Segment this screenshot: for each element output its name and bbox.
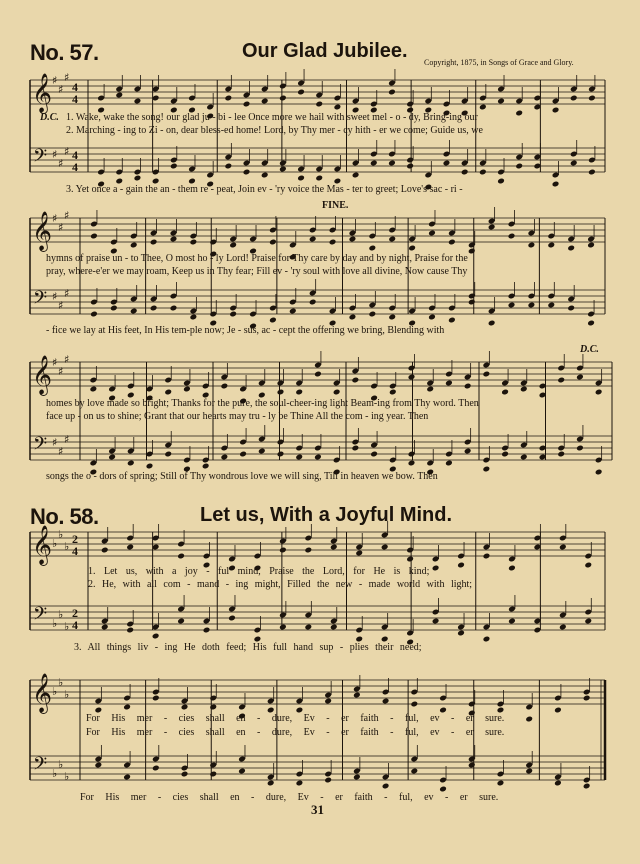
note-head: [164, 451, 172, 458]
note-head: [497, 98, 505, 105]
flat-icon: ♭: [58, 758, 64, 771]
note-head: [448, 317, 456, 324]
note-head: [583, 783, 591, 790]
note-head: [428, 314, 436, 321]
sharp-icon: ♯: [58, 221, 64, 234]
note-head: [468, 299, 476, 306]
note-head: [315, 101, 323, 108]
note-head: [209, 771, 217, 778]
verse-3-line-2: - fice we lay at His feet, In His tem-ple now; Je - sus, ac - cept the offering we bring, Blending with: [46, 325, 445, 336]
note-head: [90, 386, 98, 393]
flat-icon: ♭: [64, 620, 70, 633]
treble-clef-icon: 𝄞: [32, 355, 53, 395]
note-head: [368, 245, 376, 252]
note-head: [408, 460, 416, 467]
verse-2-line-1: 2. Marching - ing to Zi - on, dear bless-ed home! Lord, by Thy mer - cy hith - er we come; Guide us, we: [66, 125, 483, 136]
note-head: [353, 774, 361, 781]
note-head: [123, 774, 131, 781]
verse-1-line-2: For His mer - cies shall en - dure, Ev - er faith - ful, ev - er sure.: [86, 713, 505, 724]
note-head: [190, 239, 198, 246]
note-head: [261, 98, 269, 105]
sharp-icon: ♯: [64, 209, 70, 222]
note-head: [315, 175, 323, 182]
note-head: [170, 236, 178, 243]
note-head: [314, 371, 322, 378]
sharp-icon: ♯: [64, 145, 70, 158]
note-head: [164, 389, 172, 396]
note-head: [559, 544, 567, 551]
note-head: [209, 704, 217, 711]
note-head: [370, 451, 378, 458]
note-head: [297, 89, 305, 96]
bass-clef-icon: 𝄢: [33, 146, 48, 171]
note-head: [181, 704, 189, 711]
note-head: [152, 633, 160, 640]
note-head: [501, 451, 509, 458]
sharp-icon: ♯: [52, 436, 58, 449]
note-head: [181, 771, 189, 778]
time-signature-top: 2: [72, 532, 78, 546]
note-head: [269, 317, 277, 324]
note-head: [483, 553, 491, 560]
note-head: [406, 163, 414, 170]
note-head: [479, 104, 487, 111]
note-head: [134, 98, 142, 105]
note-head: [279, 95, 287, 102]
note-head: [324, 777, 332, 784]
note-head: [329, 239, 337, 246]
note-head: [595, 389, 603, 396]
note-head: [279, 624, 287, 631]
note-head: [170, 305, 178, 312]
sharp-icon: ♯: [64, 353, 70, 366]
note-head: [559, 624, 567, 631]
note-head: [115, 92, 123, 99]
note-head: [382, 698, 390, 705]
note-head: [267, 780, 275, 787]
note-head: [588, 95, 596, 102]
note-head: [528, 242, 536, 249]
note-head: [528, 302, 536, 309]
note-head: [101, 547, 109, 554]
note-head: [296, 780, 304, 787]
verse-3-line-1: 3. All things liv - ing He doth feed; His full hand sup - plies their need;: [74, 642, 422, 653]
note-head: [497, 780, 505, 787]
note-head: [228, 615, 236, 622]
note-head: [229, 242, 237, 249]
note-head: [525, 768, 533, 775]
note-head: [134, 175, 142, 182]
note-head: [243, 101, 251, 108]
note-head: [583, 695, 591, 702]
sharp-icon: ♯: [64, 71, 70, 84]
treble-clef-icon: 𝄞: [32, 525, 53, 565]
note-head: [279, 166, 287, 173]
note-head: [202, 463, 210, 470]
note-head: [567, 305, 575, 312]
note-head: [295, 454, 303, 461]
flat-icon: ♭: [64, 688, 70, 701]
note-head: [588, 169, 596, 176]
flat-icon: ♭: [64, 540, 70, 553]
note-head: [90, 311, 98, 318]
note-head: [203, 627, 211, 634]
note-head: [297, 175, 305, 182]
note-head: [279, 547, 287, 554]
note-head: [277, 451, 285, 458]
note-head: [238, 768, 246, 775]
verse-1-line-1: 1. Wake, wake the song! our glad ju - bi - lee Once more we hail with sweet mel - o - dy, Bring-ing our: [66, 112, 478, 123]
note-head: [190, 314, 198, 321]
note-head: [349, 314, 357, 321]
note-head: [239, 451, 247, 458]
note-head: [130, 308, 138, 315]
note-head: [127, 460, 135, 467]
fine-label: FINE.: [322, 200, 349, 211]
note-head: [443, 160, 451, 167]
note-head: [508, 618, 516, 625]
note-head: [352, 172, 360, 179]
note-head: [557, 451, 565, 458]
note-head: [501, 389, 509, 396]
copyright-notice: Copyright, 1875, in Songs of Grace and Glory.: [424, 58, 574, 67]
note-head: [389, 389, 397, 396]
note-head: [110, 305, 118, 312]
note-head: [388, 160, 396, 167]
time-signature-bottom: 4: [72, 618, 78, 632]
note-head: [221, 383, 229, 390]
flat-icon: ♭: [52, 537, 58, 550]
note-head: [330, 544, 338, 551]
note-head: [408, 374, 416, 381]
note-head: [261, 172, 269, 179]
note-head: [468, 762, 476, 769]
flat-icon: ♭: [52, 767, 58, 780]
note-head: [445, 380, 453, 387]
note-head: [330, 624, 338, 631]
sharp-icon: ♯: [52, 212, 58, 225]
note-head: [381, 544, 389, 551]
note-head: [225, 163, 233, 170]
note-head: [584, 618, 592, 625]
time-signature-top: 2: [72, 606, 78, 620]
note-head: [464, 383, 472, 390]
hymn-title: Let us, With a Joyful Mind.: [200, 504, 453, 526]
note-head: [370, 160, 378, 167]
hymn-title: Our Glad Jubilee.: [242, 40, 408, 62]
time-signature-top: 4: [72, 80, 78, 94]
verse-2-line-3: face up - on us to shine; Grant that our hearts may tru - ly be Thine All the com - ing year. Then: [46, 411, 429, 422]
sharp-icon: ♯: [52, 356, 58, 369]
sharp-icon: ♯: [58, 83, 64, 96]
note-head: [150, 305, 158, 312]
note-head: [229, 311, 237, 318]
note-head: [126, 627, 134, 634]
note-head: [258, 448, 266, 455]
flat-icon: ♭: [64, 770, 70, 783]
note-head: [243, 169, 251, 176]
page-number: 31: [311, 802, 324, 817]
time-signature-top: 4: [72, 148, 78, 162]
note-head: [123, 704, 131, 711]
note-head: [570, 160, 578, 167]
note-head: [355, 550, 363, 557]
note-head: [410, 701, 418, 708]
note-head: [554, 780, 562, 787]
note-head: [587, 242, 595, 249]
note-head: [508, 302, 516, 309]
note-head: [108, 454, 116, 461]
treble-clef-icon: 𝄞: [32, 211, 53, 251]
note-head: [309, 299, 317, 306]
note-head: [445, 460, 453, 467]
sharp-icon: ♯: [64, 287, 70, 300]
note-head: [508, 233, 516, 240]
sharp-icon: ♯: [58, 299, 64, 312]
note-head: [95, 762, 103, 769]
verse-2-line-2: pray, where-e'er we may roam, Keep us in Thy fear; Fill ev - 'ry soul with love all divine, Now cause Thy: [46, 266, 468, 277]
note-head: [314, 454, 322, 461]
verse-2-line-2: For His mer - cies shall en - dure, Ev - er faith - ful, ev - er sure.: [86, 727, 505, 738]
verse-3-line-1: 3. Yet once a - gain the an - them re - peat, Join ev - 'ry voice the Mas - ter to greet; Love's sac - ri -: [66, 184, 463, 195]
bass-clef-icon: 𝄢: [33, 604, 48, 629]
note-head: [448, 239, 456, 246]
note-head: [170, 163, 178, 170]
note-head: [382, 783, 390, 790]
note-head: [349, 236, 357, 243]
note-head: [567, 245, 575, 252]
hymn-number: No. 58.: [30, 504, 99, 529]
note-head: [515, 163, 523, 170]
note-head: [410, 768, 418, 775]
treble-clef-icon: 𝄞: [32, 73, 53, 113]
note-head: [150, 239, 158, 246]
note-head: [90, 233, 98, 240]
note-head: [576, 374, 584, 381]
flat-icon: ♭: [58, 528, 64, 541]
note-head: [277, 389, 285, 396]
note-head: [426, 386, 434, 393]
note-head: [334, 104, 342, 111]
note-head: [432, 618, 440, 625]
note-head: [368, 311, 376, 318]
flat-icon: ♭: [52, 617, 58, 630]
note-head: [146, 463, 154, 470]
note-head: [547, 242, 555, 249]
time-signature-bottom: 4: [72, 92, 78, 106]
verse-1-line-1: 1. Let us, with a joy - ful mind, Praise the Lord, for He is kind;: [88, 566, 430, 577]
verse-3-line-2: For His mer - cies shall en - dure, Ev - er faith - ful, ev - er sure.: [80, 792, 499, 803]
verse-3-line-3: songs the o - dors of spring; Still of Thy wondrous love we will sing, Till in heaven we bow. Then: [46, 471, 438, 482]
note-head: [304, 547, 312, 554]
note-head: [576, 445, 584, 452]
flat-icon: ♭: [52, 685, 58, 698]
sharp-icon: ♯: [58, 157, 64, 170]
note-head: [101, 624, 109, 631]
bass-clef-icon: 𝄢: [33, 754, 48, 779]
verse-1-line-2: hymns of praise un - to Thee, O most ho - ly Lord! Praise for Thy care by day and by night, Praise for the: [46, 253, 468, 264]
note-head: [289, 308, 297, 315]
note-head: [309, 236, 317, 243]
hymn-number: No. 57.: [30, 40, 99, 65]
treble-clef-icon: 𝄞: [32, 673, 53, 713]
sharp-icon: ♯: [52, 148, 58, 161]
note-head: [304, 624, 312, 631]
verse-1-line-3: homes by love made so bright; Thanks for the pure, the soul-cheer-ing light Beam-ing from Thy word. Then: [46, 398, 479, 409]
note-head: [388, 314, 396, 321]
note-head: [520, 386, 528, 393]
note-head: [388, 236, 396, 243]
note-head: [457, 630, 465, 637]
sharp-icon: ♯: [52, 290, 58, 303]
bass-clef-icon: 𝄢: [33, 288, 48, 313]
note-head: [177, 553, 185, 560]
bass-clef-icon: 𝄢: [33, 434, 48, 459]
sharp-icon: ♯: [58, 365, 64, 378]
note-head: [269, 239, 277, 246]
time-signature-bottom: 4: [72, 160, 78, 174]
note-head: [152, 695, 160, 702]
note-head: [221, 454, 229, 461]
note-head: [225, 95, 233, 102]
verse-2-line-1: 2. He, with all com - mand - ing might, Filled the new - made world with light;: [88, 579, 473, 590]
note-head: [479, 169, 487, 176]
note-head: [183, 386, 191, 393]
note-head: [428, 230, 436, 237]
note-head: [152, 765, 160, 772]
note-head: [353, 692, 361, 699]
note-head: [352, 377, 360, 384]
note-head: [352, 445, 360, 452]
note-head: [557, 377, 565, 384]
note-head: [520, 454, 528, 461]
sharp-icon: ♯: [52, 74, 58, 87]
note-head: [388, 89, 396, 96]
dc-label-start: D.C.: [40, 112, 59, 123]
note-head: [408, 245, 416, 252]
note-head: [333, 389, 341, 396]
note-head: [461, 169, 469, 176]
sharp-icon: ♯: [64, 433, 70, 446]
note-head: [483, 371, 491, 378]
sharp-icon: ♯: [58, 445, 64, 458]
note-head: [547, 302, 555, 309]
note-head: [464, 448, 472, 455]
flat-icon: ♭: [58, 608, 64, 621]
note-head: [570, 95, 578, 102]
dc-label-end: D.C.: [580, 344, 599, 355]
note-head: [130, 242, 138, 249]
note-head: [126, 544, 134, 551]
time-signature-bottom: 4: [72, 544, 78, 558]
note-head: [488, 224, 496, 231]
note-head: [295, 389, 303, 396]
flat-icon: ♭: [58, 676, 64, 689]
note-head: [324, 698, 332, 705]
note-head: [406, 556, 414, 563]
note-head: [177, 618, 185, 625]
